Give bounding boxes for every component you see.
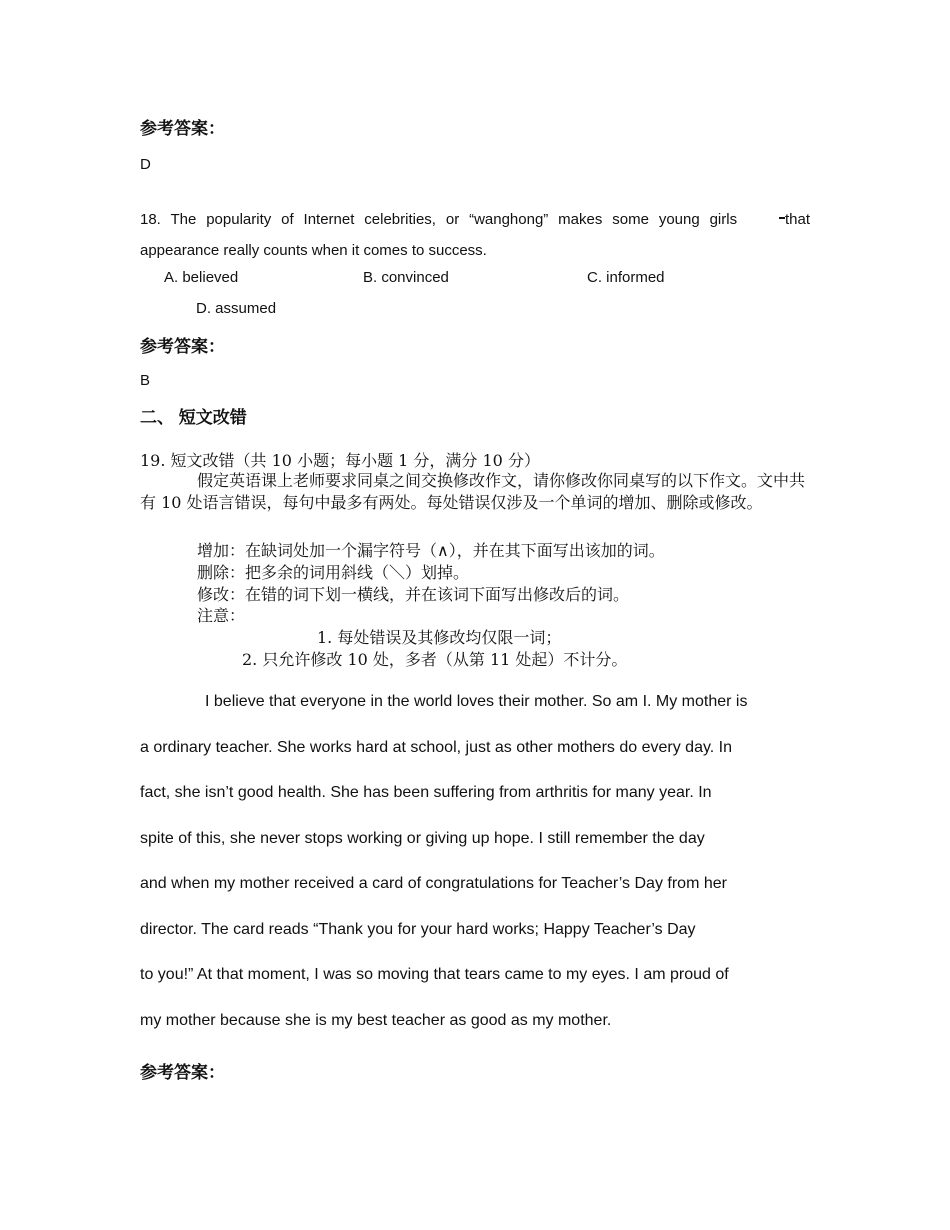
essay-line: a ordinary teacher. She works hard at school, just as other mothers do every day. In — [140, 739, 733, 756]
answer-label-3: 参考答案： — [140, 1063, 225, 1082]
option-d: D. assumed — [196, 300, 277, 317]
option-b: B. convinced — [363, 269, 449, 286]
note-1: 1. 每处错误及其修改均仅限一词； — [317, 628, 562, 647]
question-18-line-1 — [140, 204, 810, 235]
question-18-stem: 18. The popularity of Internet celebrities, or “wanghong” makes some young girls — [140, 211, 738, 228]
answer-value-2: B — [140, 372, 151, 389]
rule-add: 增加：在缺词处加一个漏字符号（∧），并在其下面写出该加的词。 — [197, 541, 665, 560]
question-18 — [140, 204, 810, 266]
rule-delete: 删除：把多余的词用斜线（＼）划掉。 — [197, 563, 470, 582]
answer-value-1: D — [140, 156, 151, 173]
essay-line: to you!” At that moment, I was so moving that tears came to my eyes. I am proud of — [140, 966, 729, 983]
question-19-intro: 假定英语课上老师要求同桌之间交换修改作文，请你修改你同桌写的以下作文。文中共有 10 处语言错误，每句中最多有两处。每处错误仅涉及一个单词的增加、删除或修改。 — [140, 471, 806, 512]
answer-label-2: 参考答案： — [140, 337, 225, 356]
question-19-title: 19. 短文改错（共 10 小题；每小题 1 分，满分 10 分） — [140, 451, 540, 470]
rule-modify: 修改：在错的词下划一横线，并在该词下面写出修改后的词。 — [197, 585, 630, 604]
option-c: C. informed — [587, 269, 665, 286]
section-title: 二、 短文改错 — [140, 408, 247, 427]
essay-line: director. The card reads “Thank you for your hard works; Happy Teacher’s Day — [140, 921, 696, 938]
essay-line: and when my mother received a card of congratulations for Teacher’s Day from her — [140, 875, 727, 892]
answer-label-1: 参考答案： — [140, 119, 225, 138]
note-label: 注意： — [197, 606, 246, 625]
essay-line: I believe that everyone in the world loves their mother. So am I. My mother is — [205, 693, 748, 710]
essay-line: fact, she isn’t good health. She has been suffering from arthritis for many year. In — [140, 784, 712, 801]
question-18-stem-end: that — [784, 211, 810, 228]
essay-line: my mother because she is my best teacher as good as my mother. — [140, 1012, 612, 1029]
essay-line: spite of this, she never stops working or giving up hope. I still remember the day — [140, 830, 705, 847]
question-18-line-2: appearance really counts when it comes to success. — [140, 242, 487, 259]
note-2: 2. 只允许修改 10 处，多者（从第 11 处起）不计分。 — [242, 650, 628, 669]
option-a: A. believed — [164, 269, 239, 286]
